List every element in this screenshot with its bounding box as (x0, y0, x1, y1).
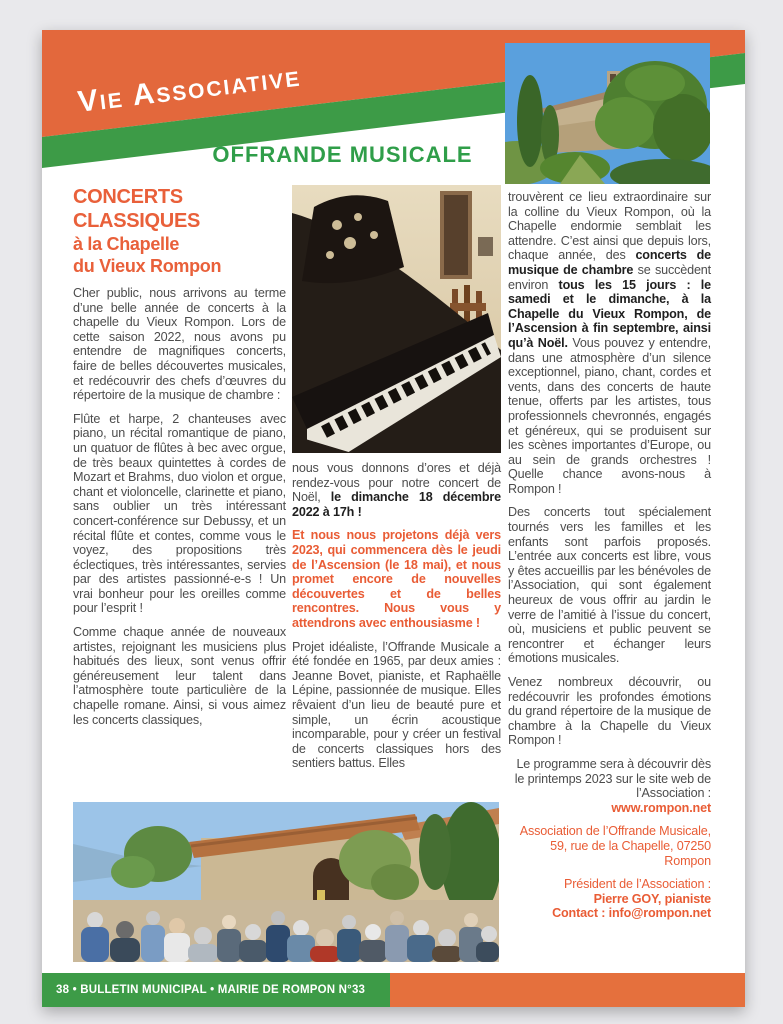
article-heading: CLASSIQUES (73, 210, 201, 232)
text-run: concerts de musique de chambre (508, 248, 711, 277)
footer-text: 38 • BULLETIN MUNICIPAL • MAIRIE DE ROMPON N°33 (56, 984, 366, 996)
footer-left-bar (42, 973, 390, 1007)
banner-title: Vie Associative (75, 59, 303, 119)
paragraph (73, 286, 286, 403)
footer-right-bar (390, 973, 745, 1007)
paragraph (508, 505, 711, 666)
text-run: trouvèrent ce lieu extraordinaire sur la colline du Vieux Rompon, où la Chapelle endormie semblait les attendre. C’est ainsi que depuis lors, chaque année, des (508, 190, 711, 263)
paragraph (73, 412, 286, 616)
text-run: Projet idéaliste, l’Offrande Musicale a été fondée en 1965, par deux amies : Jeanne Bovet, pianiste, et Raphaëlle Lépine, passionnée de musique. Elles rêvaient d’un lieu de beauté pure et simple, un écrin acoustique incomparable, pour y créer un festival de concerts classiques hors des sentiers battus. Elles (292, 639, 501, 771)
article-heading: à la Chapelle (73, 234, 180, 254)
bulletin-page (42, 30, 745, 1007)
text-run: Président de l’Association : (563, 877, 711, 892)
article-title: OFFRANDE MUSICALE (212, 142, 473, 167)
chapel-photo-illustration (505, 43, 710, 184)
text-run: Des concerts tout spécialement tournés vers les familles et les enfants sont parfois proposés. L’entrée aux concerts est libre, vous y êtes accueillis par les bénévoles de l’Association, qui sont également heureux de vous offrir au jardin le verre de l’amitié à l’issue du concert, où, musiciens et public peuvent se rencontrer et échanger leurs émotions musicales. (508, 505, 711, 666)
paragraph (73, 625, 286, 727)
text-run: Flûte et harpe, 2 chanteuses avec piano, un récital romantique de piano, un quatuor de flûtes à bec avec orgue, de très beaux quintettes à cordes de Mozart et Brahms, duo violon et orgue, chant et violoncelle, clarinette et piano, sans oublier un très intéressant concert-conférence sur Debussy, et un récital flûte et contes, comme vous le voyez, des propositions très éclectiques, très intéressantes, servies par des artistes passionné-e-s ! Un vrai bonheur pour les oreilles comme pour l’esprit ! (73, 411, 286, 616)
text-run: le dimanche 18 décembre 2022 à 17h ! (292, 490, 501, 519)
text-run: Comme chaque année de nouveaux artistes, rejoignant les musiciens plus habitués des lieux, sont venus offrir généreusement leur talent dans l’atmosphère toute particulière de la chapelle romane. Ainsi, si vous aimez les concerts classiques, (73, 625, 286, 727)
piano-photo (292, 185, 501, 453)
text-run: Cher public, nous arrivons au terme d’une belle année de concerts à la chapelle du Vieux Rompon. Lors de cette saison 2022, nous avons pu entendre de magnifiques concerts, faire de belles découvertes musicales, et redécouvrir des chefs d’œuvres du répertoire de la musique de chambre : (73, 286, 286, 403)
paragraph (508, 190, 711, 496)
text-run: Venez nombreux découvrir, ou redécouvrir les profondes émotions du grand répertoire de la musique de chambre à la Chapelle du Vieux Rompon ! (508, 675, 711, 748)
column-middle (292, 185, 501, 780)
paragraph (508, 877, 711, 921)
column-middle-text (292, 461, 501, 771)
article-heading: CONCERTS (73, 186, 183, 208)
paragraph (292, 528, 501, 630)
text-run: se succèdent environ (508, 262, 712, 292)
page-footer (42, 973, 745, 1007)
piano-photo-illustration (292, 185, 501, 453)
text-run: Association de l’Offrande Musicale, 59, rue de la Chapelle, 07250 Rompon (519, 824, 711, 868)
text-run: tous les 15 jours : le samedi et le dimanche, à la Chapelle du Vieux Rompon, de l’Ascension à fin septembre, ainsi qu’à Noël. (508, 277, 712, 350)
text-run: Pierre GOY, pianiste (593, 891, 711, 906)
paragraph (292, 640, 501, 771)
text-run: nous vous donnons d’ores et déjà rendez-vous pour notre concert de Noël, (292, 461, 501, 505)
text-run: Vous pouvez y entendre, dans une atmosphère d’un silence exceptionnel, piano, chant, cordes et vents, dans des concerts de haute tenue, offerts par les artistes, tous professionnels chevronnés, engagés et généreux, qui se produisent sur les scènes importantes d’Europe, ou au sein de grands orchestres ! Quelle chance avons-nous à Rompon ! (508, 335, 711, 496)
paragraph (508, 675, 711, 748)
crowd-photo (73, 802, 499, 962)
column-right (508, 190, 711, 930)
paragraph (292, 461, 501, 519)
article-heading: du Vieux Rompon (73, 256, 222, 276)
chapel-photo (505, 43, 710, 184)
text-run: Contact : info@rompon.net (552, 906, 711, 921)
paragraph (508, 824, 711, 868)
text-run: Le programme sera à découvrir dès le printemps 2023 sur le site web de l’Association : (514, 756, 711, 801)
paragraph (508, 757, 711, 815)
crowd-photo-illustration (73, 802, 499, 962)
text-run: www.rompon.net (611, 800, 711, 815)
column-left (73, 185, 286, 736)
text-run: Et nous nous projetons déjà vers 2023, qui commencera dès le jeudi de l’Ascension (le 18 mai), et nous promet encore de nouvelles découvertes et de belles rencontres. Nous vous y attendrons avec enthousiasme ! (292, 528, 501, 630)
